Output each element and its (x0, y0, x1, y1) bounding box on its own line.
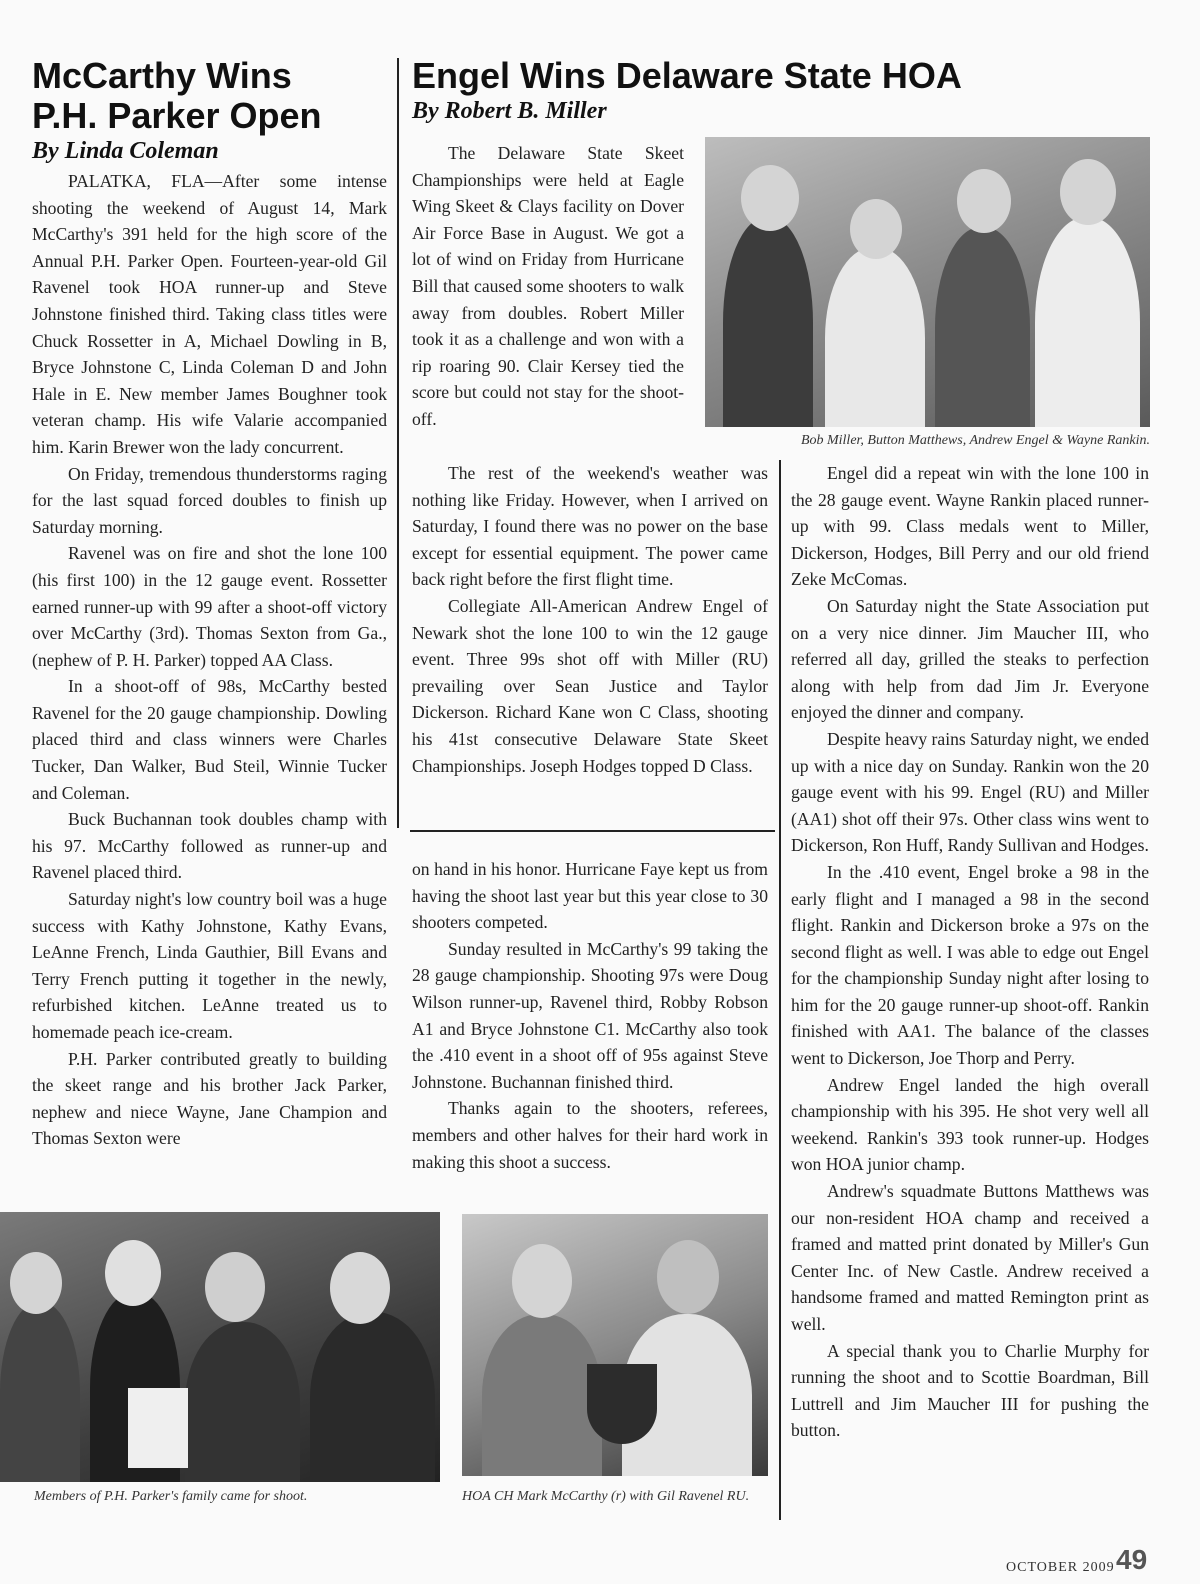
issue-date: OCTOBER 2009 (1006, 1560, 1115, 1575)
delaware-photo-caption: Bob Miller, Button Matthews, Andrew Engel & Wayne Rankin. (800, 433, 1150, 448)
article2-intro-column (412, 140, 684, 433)
article2-paragraph: In the .410 event, Engel broke a 98 in the early flight and I managed a 98 in the second flight. Rankin and Dickerson broke a 97s on the second flight as well. I was able to edge out Engel for the championship Sunday night after losing to him for the 20 gauge runner-up shoot-off. Rankin finished with AA1. The balance of the classes went to Dickerson, Joe Thorp and Perry. (791, 861, 1149, 1069)
article1-continued-column (412, 856, 768, 1175)
article1-paragraph: Thanks again to the shooters, referees, members and other halves for their hard work in making this shoot a success. (412, 1098, 768, 1172)
parker-family-caption: Members of P.H. Parker's family came for shoot. (34, 1489, 308, 1504)
article1-paragraph: Ravenel was on fire and shot the lone 100 (his first 100) in the 12 gauge event. Rossetter earned runner-up with 99 after a shoot-off victory over McCarthy (3rd). Thomas Sexton from Ga., (nephew of P. H. Parker) topped AA Class. (32, 543, 387, 670)
article2-paragraph: Engel did a repeat win with the lone 100 in the 28 gauge event. Wayne Rankin placed runner-up with 99. Class medals went to Miller, Dickerson, Hodges, Bill Perry and our old friend Zeke McComas. (791, 463, 1149, 590)
article1-paragraph: In a shoot-off of 98s, McCarthy bested Ravenel for the 20 gauge championship. Dowling placed third and class winners were Charles Tucker, Dan Walker, Bud Steil, Winnie Tucker and Coleman. (32, 676, 387, 803)
article1-paragraph: on hand in his honor. Hurricane Faye kept us from having the shoot last year but this year close to 30 shooters competed. (412, 859, 768, 933)
article2-byline: By Robert B. Miller (412, 98, 607, 124)
article2-paragraph: Andrew's squadmate Buttons Matthews was our non-resident HOA champ and received a framed and matted print donated by Miller's Gun Center Inc. of New Castle. Andrew received a handsome framed and matted Remington print as well. (791, 1181, 1149, 1334)
article2-middle-column (412, 460, 768, 779)
article2-paragraph: A special thank you to Charlie Murphy for running the shoot and to Scottie Boardman, Bill Luttrell and Jim Maucher III for pushing the button. (791, 1340, 1149, 1441)
column-divider-top (397, 58, 399, 828)
article1-headline-line2: P.H. Parker Open (32, 95, 322, 136)
mccarthy-ravenel-photo (462, 1214, 768, 1476)
article1-paragraph: On Friday, tremendous thunderstorms raging for the last squad forced doubles to finish up Saturday morning. (32, 463, 387, 537)
article2-paragraph: The rest of the weekend's weather was nothing like Friday. However, when I arrived on Saturday, I found there was no power on the base except for essential equipment. The power came back right before the first flight time. (412, 463, 768, 590)
article2-paragraph: Despite heavy rains Saturday night, we ended up with a nice day on Sunday. Rankin won the 20 gauge event with his 99. Engel (RU) and Miller (AA1) shot off their 97s. Other class wins went to Dickerson, Ron Huff, Randy Sullivan and Hodges. (791, 728, 1149, 856)
article1-left-column (32, 168, 387, 1152)
article2-right-column (791, 460, 1149, 1444)
article2-paragraph: Collegiate All-American Andrew Engel of Newark shot the lone 100 to win the 12 gauge event. Three 99s shot off with Miller (RU) prevailing over Sean Justice and Taylor Dickerson. Richard Kane won C Class, shooting his 41st consecutive Delaware State Skeet Championships. Joseph Hodges topped D Class. (412, 595, 768, 776)
article1-paragraph: P.H. Parker contributed greatly to building the skeet range and his brother Jack Parker, nephew and niece Wayne, Jane Champion and Thomas Sexton were (32, 1048, 387, 1149)
parker-family-photo (0, 1212, 440, 1482)
article1-headline-line1: McCarthy Wins (32, 55, 292, 96)
article2-headline: Engel Wins Delaware State HOA (412, 55, 962, 96)
page-number: 49 (1116, 1544, 1148, 1575)
article1-paragraph: Buck Buchannan took doubles champ with his 97. McCarthy followed as runner-up and Ravenel placed third. (32, 809, 387, 883)
article2-end-rule (410, 830, 775, 832)
article2-paragraph: On Saturday night the State Association put on a very nice dinner. Jim Maucher III, who referred all day, grilled the steaks to perfection along with help from dad Jim Jr. Everyone enjoyed the dinner and company. (791, 595, 1149, 723)
article1-paragraph: PALATKA, FLA—After some intense shooting the weekend of August 14, Mark McCarthy's 391 held for the high score of the Annual P.H. Parker Open. Fourteen-year-old Gil Ravenel took HOA runner-up and Steve Johnstone finished third. Taking class titles were Chuck Rossetter in A, Michael Dowling in B, Bryce Johnstone C, Linda Coleman D and John Hale in E. New member James Boughner took veteran champ. His wife Valarie accompanied him. Karin Brewer won the lady concurrent. (32, 171, 387, 457)
article2-paragraph: Andrew Engel landed the high overall championship with his 395. He shot very well all weekend. Rankin's 393 took runner-up. Hodges won HOA junior champ. (791, 1074, 1149, 1175)
article1-byline: By Linda Coleman (32, 138, 219, 164)
article1-paragraph: Saturday night's low country boil was a huge success with Kathy Johnstone, Kathy Evans, LeAnne French, Linda Gauthier, Bill Evans and Terry French putting it together in the newly, refurbished kitchen. LeAnne treated us to homemade peach ice-cream. (32, 889, 387, 1042)
mccarthy-ravenel-caption: HOA CH Mark McCarthy (r) with Gil Ravenel RU. (462, 1489, 750, 1504)
column-divider-right (779, 460, 781, 1520)
delaware-group-photo (705, 137, 1150, 427)
article1-paragraph: Sunday resulted in McCarthy's 99 taking the 28 gauge championship. Shooting 97s were Doug Wilson runner-up, Ravenel third, Robby Robson A1 and Bryce Johnstone C1. McCarthy also took the .410 event in a shoot off of 95s against Steve Johnstone. Buchannan finished third. (412, 938, 768, 1092)
article2-paragraph: The Delaware State Skeet Championships were held at Eagle Wing Skeet & Clays facility on Dover Air Force Base in August. We got a lot of wind on Friday from Hurricane Bill that caused some shooters to walk away from doubles. Robert Miller took it as a challenge and won with a rip roaring 90. Clair Kersey tied the score but could not stay for the shoot-off. (412, 143, 684, 429)
